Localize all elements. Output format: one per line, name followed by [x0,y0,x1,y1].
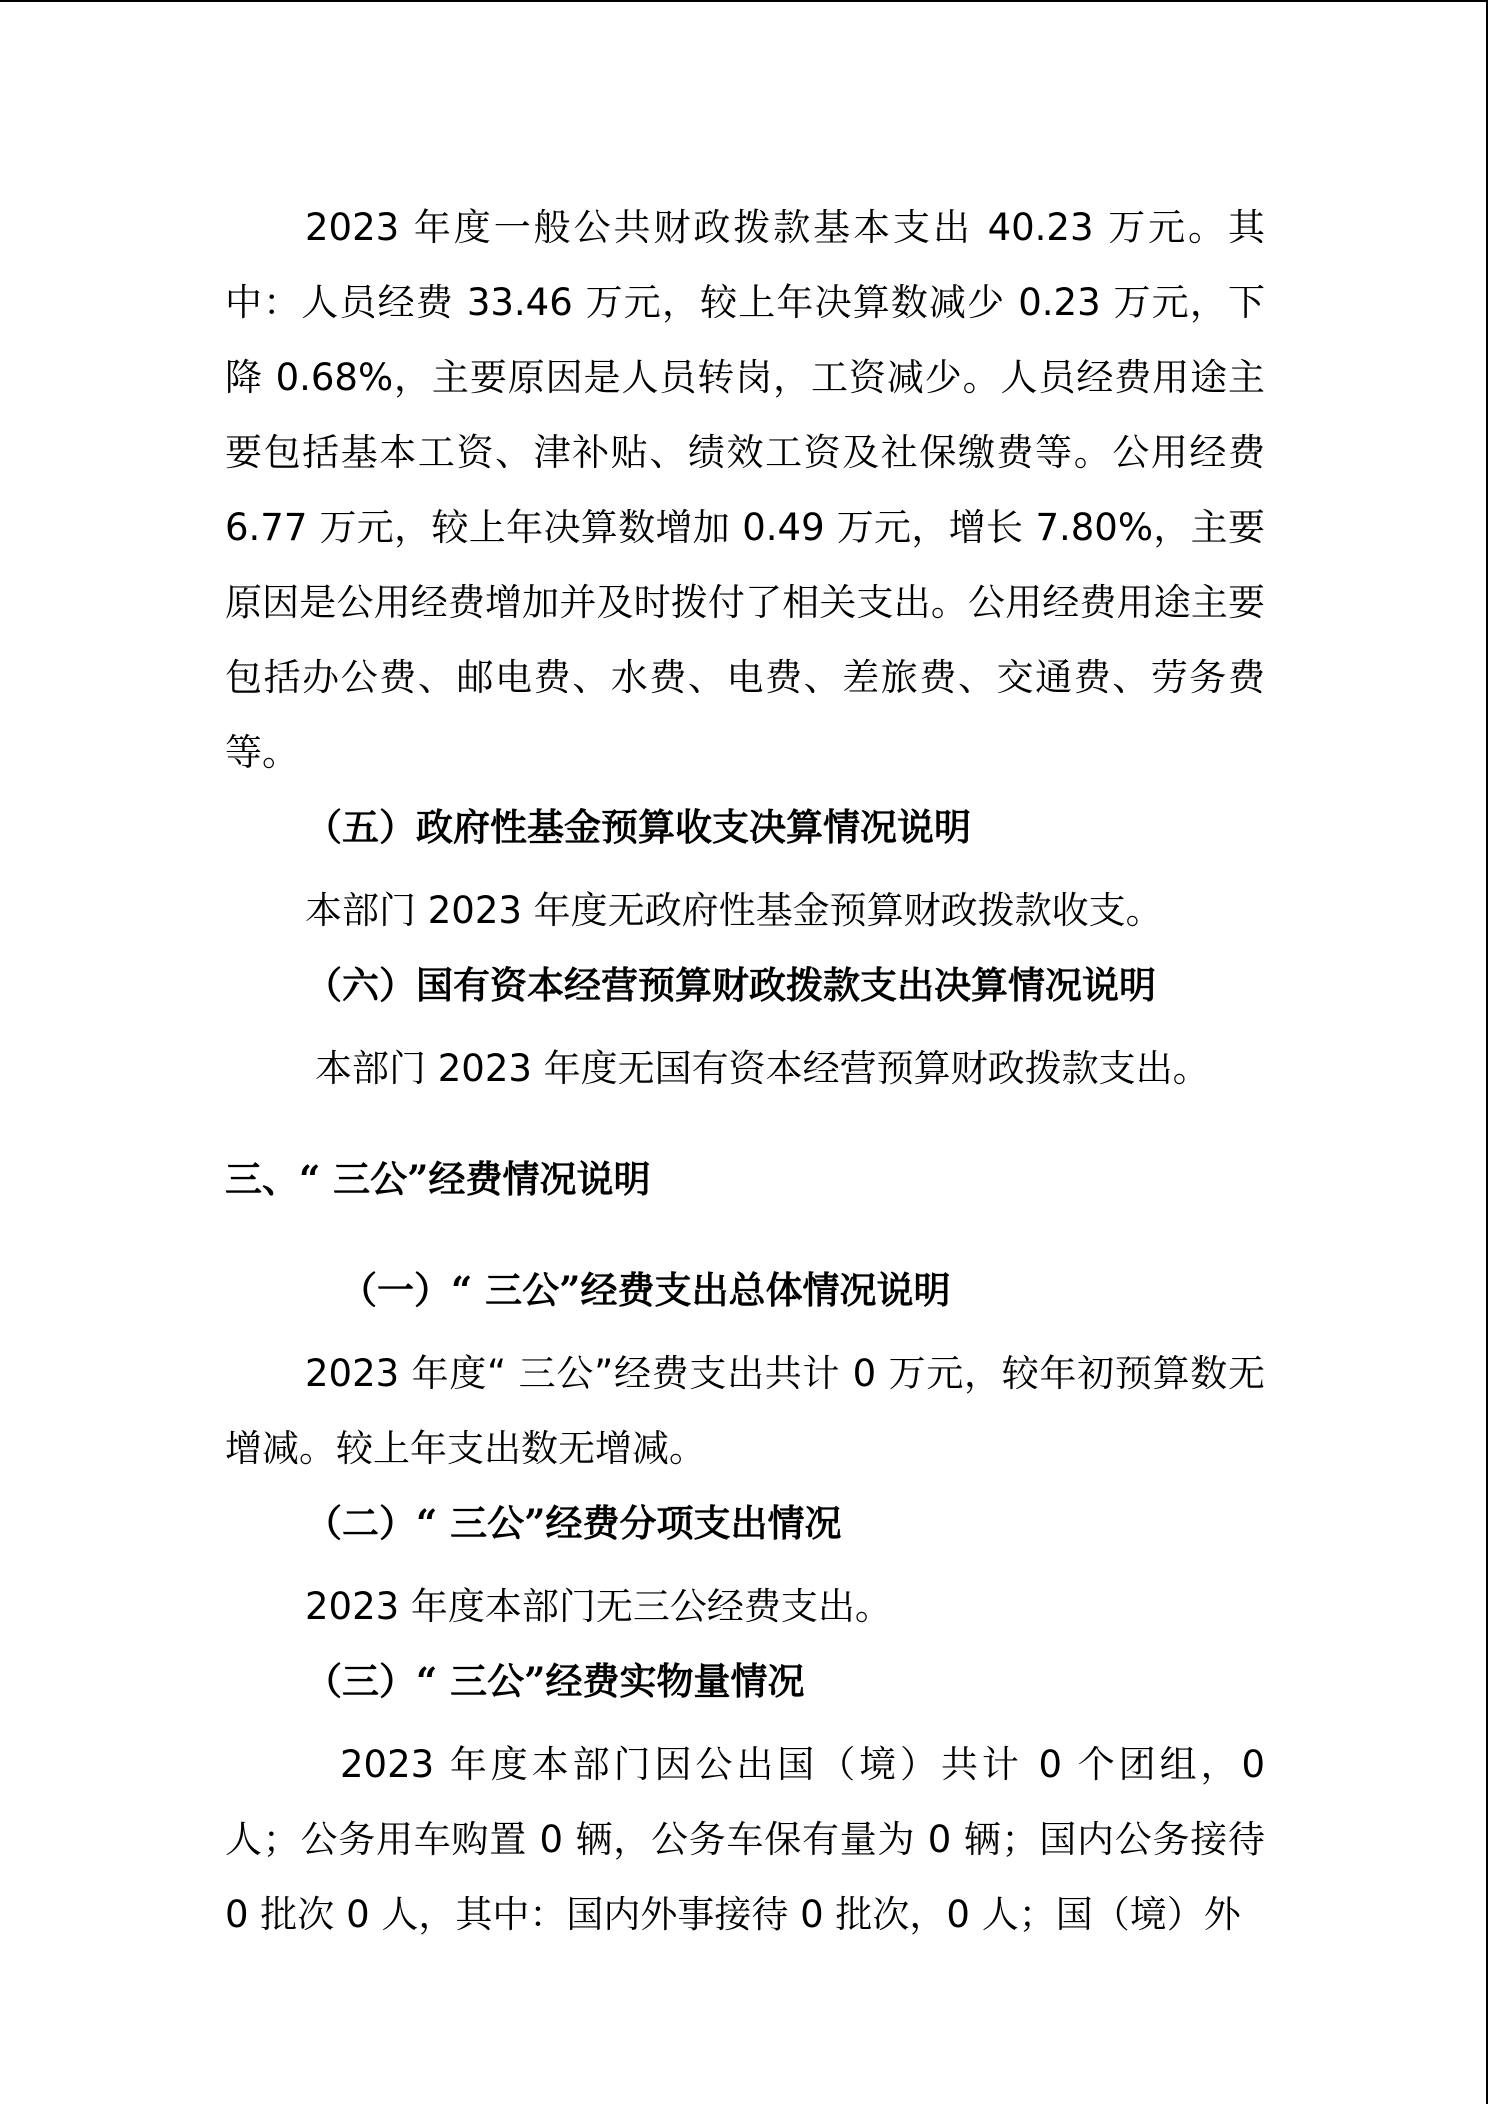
paragraph-government-fund: 本部门 2023 年度无政府性基金预算财政拨款收支。 [305,889,1163,932]
paragraph-state-capital: 本部门 2023 年度无国有资本经营预算财政拨款支出。 [315,1047,1210,1090]
heading-state-capital: （六）国有资本经营预算财政拨款支出决算情况说明 [305,963,1156,1007]
heading-government-fund: （五）政府性基金预算收支决算情况说明 [305,805,971,849]
heading-three-public-overall: （一）“ 三公”经费支出总体情况说明 [340,1268,951,1312]
paragraph-three-public-physical: 2023 年度本部门因公出国（境）共计 0 个团组，0 人；公务用车购置 0 辆，公务车保有量为 0 辆；国内公务接待 0 批次 0 人，其中：国内外事接待 0 批次，0 人；国（境）外 [225,1743,1265,1936]
paragraph-three-public-itemized: 2023 年度本部门无三公经费支出。 [305,1585,892,1628]
paragraph-basic-expenditure: 2023 年度一般公共财政拨款基本支出 40.23 万元。其中：人员经费 33.46 万元，较上年决算数减少 0.23 万元，下降 0.68%，主要原因是人员转岗，工资减少。人员经费用途主要包括基本工资、津补贴、绩效工资及社保缴费等。公用经费 6.77 万元，较上年决算数增加 0.49 万元，增长 7.80%，主要原因是公用经费增加并及时拨付了相关支出。公用经费用途主要包括办公费、邮电费、水费、电费、差旅费、交通费、劳务费等。 [225,206,1265,774]
paragraph-three-public-overall: 2023 年度“ 三公”经费支出共计 0 万元，较年初预算数无增减。较上年支出数无增减。 [225,1352,1265,1470]
page-top-border [0,0,1488,2]
document-body [225,190,1265,1952]
heading-three-public-physical: （三）“ 三公”经费实物量情况 [305,1659,805,1703]
heading-three-public-itemized: （二）“ 三公”经费分项支出情况 [305,1501,842,1545]
heading-three-public-expenses: 三、“ 三公”经费情况说明 [225,1157,651,1201]
